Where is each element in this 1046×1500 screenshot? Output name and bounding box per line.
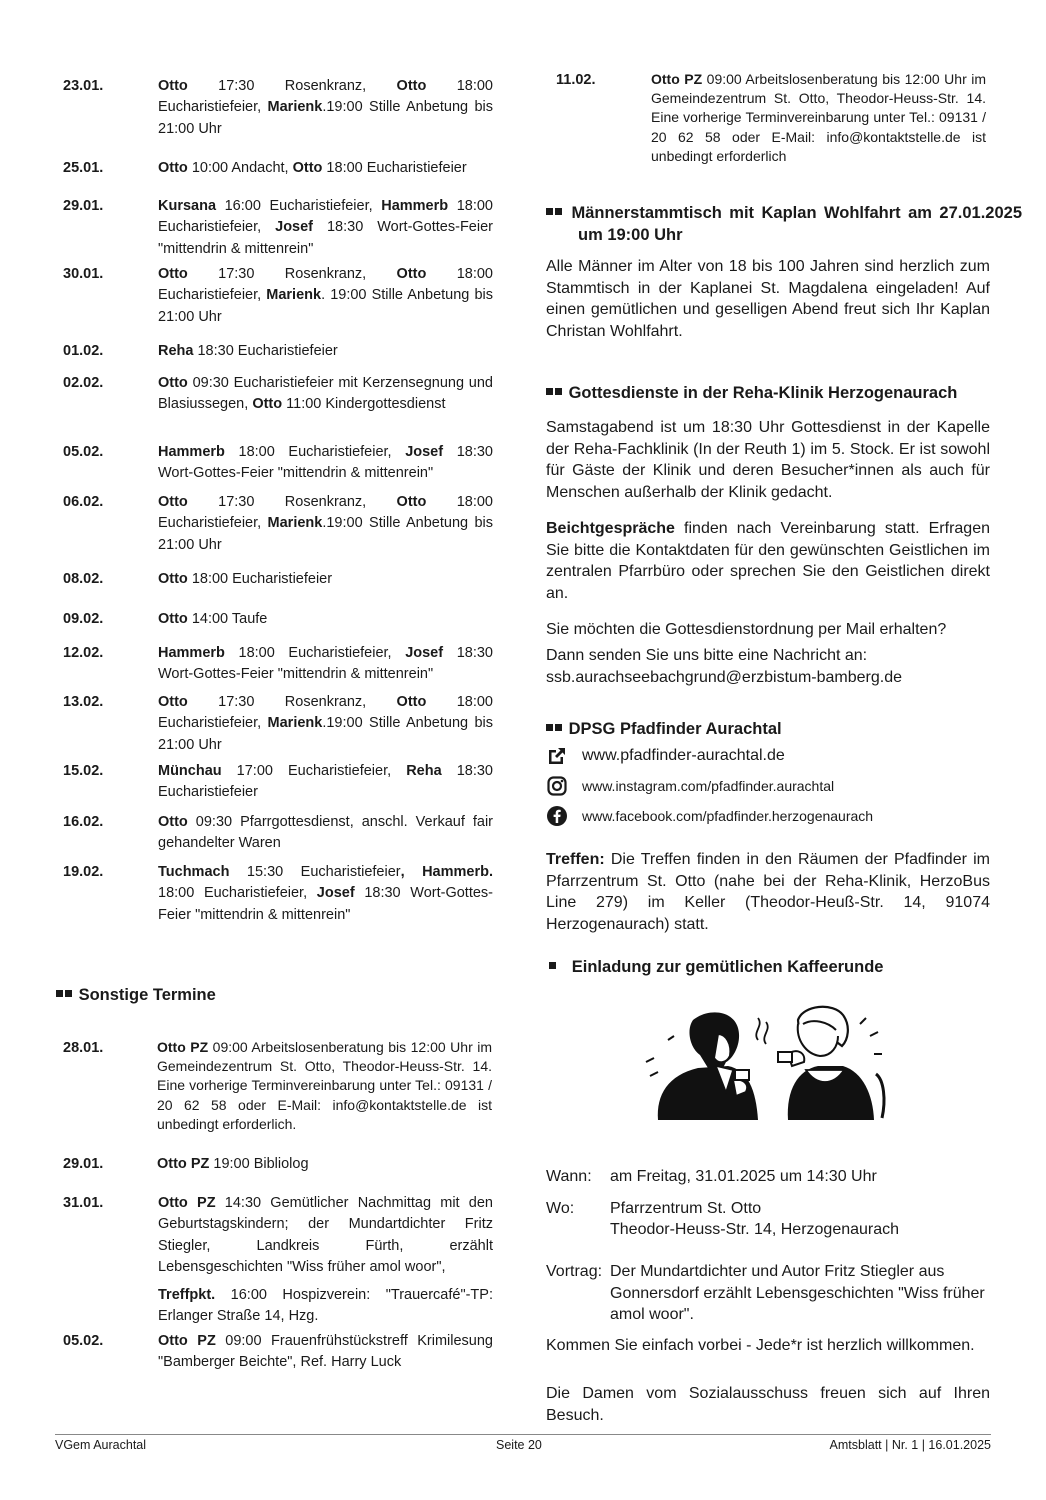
instagram-link[interactable]: www.instagram.com/pfadfinder.aurachtal <box>582 778 835 794</box>
maenner-heading: Männerstammtisch mit Kaplan Wohlfahrt am 27.01.2025 um 19:00 Uhr <box>546 202 1022 246</box>
entry-date: 30.01. <box>63 266 104 282</box>
entry-location: Otto PZ <box>157 1156 210 1172</box>
dpsg-heading: DPSG Pfadfinder Aurachtal <box>546 718 782 740</box>
entry-detail: 18:30 Wort-Gottes-Feier "mittendrin & mittenrein" <box>158 645 493 683</box>
entry-detail: 09:00 Arbeitslosenberatung bis 12:00 Uhr im Gemeindezentrum St. Otto, Theodor-Heuss-Str. 14. Eine vorherige Terminvereinbarung unter Tel.: 09131 / 20 62 58 oder E-Mail: info@kontaktstelle.de ist unbedingt erforderlich <box>651 71 987 164</box>
entry-location: Otto <box>252 396 283 413</box>
entry-location: Otto <box>396 78 427 94</box>
entry-detail: 18:00 Eucharistiefeier, <box>158 266 493 304</box>
entry-detail: 18:00 Eucharistiefeier, <box>158 494 493 532</box>
kommen-text: Kommen Sie einfach vorbei - Jede*r ist herzlich willkommen. <box>546 1337 975 1354</box>
entry-location: Marienk <box>267 515 323 532</box>
entry-location: Marienk <box>267 99 323 116</box>
entry-text <box>158 492 493 556</box>
beicht-text <box>546 518 990 604</box>
entry-date: 06.02. <box>63 494 104 510</box>
entry-location: Otto PZ <box>651 71 703 87</box>
entry-detail: .19:00 Stille Anbetung bis 21:00 Uhr <box>158 515 493 553</box>
wo-line2: Theodor-Heuss-Str. 14, Herzogenaurach <box>610 1221 900 1238</box>
entry-date: 29.01. <box>63 1156 104 1172</box>
entry-location: Josef <box>316 885 355 902</box>
entry-location: Otto <box>396 694 427 710</box>
wo-label: Wo: <box>546 1200 575 1217</box>
entry-date: 28.01. <box>63 1040 104 1056</box>
mail-line2: Dann senden Sie uns bitte eine Nachricht an: <box>546 647 868 664</box>
bullet-square-icon <box>555 388 562 395</box>
facebook-icon <box>546 805 568 827</box>
entry-text <box>158 862 493 926</box>
entry-detail: . 19:00 Stille Anbetung bis 21:00 Uhr <box>158 287 493 325</box>
entry-location: Josef <box>275 219 314 236</box>
bullet-square-icon <box>549 962 556 969</box>
facebook-link-row[interactable] <box>546 805 873 827</box>
beicht-bold: Beichtgespräche <box>546 520 675 537</box>
entry-location: Otto <box>158 266 188 282</box>
entry-detail: 15:30 Eucharistiefeier <box>229 864 401 880</box>
entry-detail: 17:30 Rosenkranz, <box>187 694 397 710</box>
coffee-couple-illustration <box>638 1000 898 1125</box>
entry-text <box>158 373 493 416</box>
entry-detail: 18:30 Wort-Gottes-Feier "mittendrin & mittenrein" <box>158 219 493 257</box>
external-link-icon <box>546 745 568 767</box>
beicht-rest: finden nach Vereinbarung statt. Erfragen Sie bitte die Kontaktdaten für den gewünschten Geistlichen im zentralen Pfarrbüro oder sprechen Sie den Geistlichen direkt an. <box>546 520 990 602</box>
entry-detail: 18:30 Eucharistiefeier <box>193 343 338 359</box>
entry-text <box>158 442 493 485</box>
treffen-text <box>546 849 990 935</box>
entry-date: 15.02. <box>63 763 104 779</box>
entry-detail: 18:00 Eucharistiefeier, <box>224 444 406 460</box>
footer-left: VGem Aurachtal <box>55 1438 147 1452</box>
entry-location: Otto <box>292 160 323 176</box>
vortrag-value: Der Mundartdichter und Autor Fritz Stiegler aus Gonnersdorf erzählt Lebensgeschichten "Wiss früher amol woor". <box>610 1263 985 1323</box>
wann-label: Wann: <box>546 1168 592 1185</box>
entry-date: 13.02. <box>63 694 104 710</box>
bullet-square-icon <box>546 724 553 731</box>
damen-text: Die Damen vom Sozialausschuss freuen sich auf Ihren Besuch. <box>546 1385 990 1424</box>
entry-date: 29.01. <box>63 198 104 214</box>
entry-date: 19.02. <box>63 864 104 880</box>
entry-location: Tuchmach <box>158 864 230 880</box>
entry-detail: 14:00 Taufe <box>187 611 268 627</box>
entry-location: Otto <box>396 266 427 282</box>
entry-detail: 17:30 Rosenkranz, <box>187 266 397 282</box>
treffen-rest: Die Treffen finden in den Räumen der Pfadfinder im Pfarrzentrum St. Otto (nahe bei der Reha-Klinik, HerzoBus Line 279) im Keller (Theodor-Heuß-Str. 14, 91074 Herzogenaurach) statt. <box>546 851 990 933</box>
entry-location: Otto <box>158 78 188 94</box>
entry-detail: .19:00 Stille Anbetung bis 21:00 Uhr <box>158 99 493 137</box>
entry-date: 02.02. <box>63 375 104 391</box>
reha-text: Samstagabend ist um 18:30 Uhr Gottesdienst in der Kapelle der Reha-Fachklinik (In der Reuth 1) im 5. Stock. Er ist sowohl für Gäste der Klinik und deren Besucher*innen als auch für Menschen außerhalb der Klinik gedacht. <box>546 419 990 501</box>
wann-value: am Freitag, 31.01.2025 um 14:30 Uhr <box>610 1168 877 1185</box>
entry-location: Otto <box>158 694 188 710</box>
entry-text <box>157 1038 492 1134</box>
entry-location: Kursana <box>158 198 217 214</box>
entry-text <box>651 70 986 166</box>
entry-location: Reha <box>406 763 442 779</box>
wo-line1: Pfarrzentrum St. Otto <box>610 1200 762 1217</box>
bullet-square-icon <box>555 724 562 731</box>
entry-detail: 18:00 Eucharistiefeier, <box>158 198 493 236</box>
entry-location: Treffpkt. <box>158 1287 216 1303</box>
entry-text <box>158 1193 493 1278</box>
entry-detail: 09:00 Frauenfrühstückstreff Krimilesung "Bamberger Beichte", Ref. Harry Luck <box>158 1333 493 1371</box>
entry-text <box>158 158 493 179</box>
footer-right: Amtsblatt | Nr. 1 | 16.01.2025 <box>829 1438 991 1452</box>
entry-detail: 09:00 Arbeitslosenberatung bis 12:00 Uhr im Gemeindezentrum St. Otto, Theodor-Heuss-Str. 14. Eine vorherige Terminvereinbarung unter Tel.: 09131 / 20 62 58 oder E-Mail: info@kontaktstelle.de ist unbedingt erforderlich. <box>157 1039 493 1132</box>
entry-date: 16.02. <box>63 814 104 830</box>
entry-location: Otto PZ <box>157 1039 209 1055</box>
entry-detail: 16:00 Eucharistiefeier, <box>216 198 382 214</box>
mail-address[interactable]: ssb.aurachseebachgrund@erzbistum-bamberg.de <box>546 669 902 686</box>
entry-detail: 14:30 Gemütlicher Nachmittag mit den Geburtstagskindern; der Mundartdichter Fritz Stiegler, Landkreis Fürth, erzählt Lebensgeschichten "Wiss früher amol woor", <box>158 1195 494 1275</box>
entry-date: 05.02. <box>63 1333 104 1349</box>
entry-detail: 18:00 Eucharistiefeier, <box>158 78 493 116</box>
entry-location: Otto PZ <box>158 1333 216 1349</box>
entry-location: Hammerb <box>381 198 449 214</box>
bullet-square-icon <box>65 990 72 997</box>
bullet-square-icon <box>555 208 562 215</box>
entry-location: Otto <box>158 375 188 391</box>
entry-date: 25.01. <box>63 160 104 176</box>
entry-detail: 17:30 Rosenkranz, <box>187 78 397 94</box>
treffen-bold: Treffen: <box>546 851 605 868</box>
bullet-square-icon <box>546 388 553 395</box>
entry-location: Otto <box>158 160 188 176</box>
entry-detail: 18:30 Wort-Gottes-Feier "mittendrin & mittenrein" <box>158 444 493 482</box>
entry-location: Josef <box>405 444 444 460</box>
maenner-text: Alle Männer im Alter von 18 bis 100 Jahren sind herzlich zum Stammtisch in der Kaplanei St. Magdalena eingeladen! Auf einen gemütlichen und geselligen Abend freut sich Ihr Kaplan Christan Wohlfahrt. <box>546 258 990 340</box>
entry-detail: 17:30 Rosenkranz, <box>187 494 397 510</box>
entry-location: Reha <box>158 343 194 359</box>
entry-location: , Hammerb. <box>400 864 493 880</box>
entry-text <box>158 1331 493 1374</box>
entry-detail: 09:30 Eucharistiefeier mit Kerzensegnung und Blasiussegen, <box>158 375 493 413</box>
vortrag-label: Vortrag: <box>546 1263 603 1280</box>
facebook-link[interactable]: www.facebook.com/pfadfinder.herzogenaurach <box>582 808 874 824</box>
entry-detail: 18:00 Eucharistiefeier, <box>158 885 317 902</box>
entry-text <box>158 643 493 686</box>
mail-line1: Sie möchten die Gottesdienstordnung per Mail erhalten? <box>546 621 947 638</box>
entry-text <box>158 341 493 362</box>
entry-detail: 10:00 Andacht, <box>187 160 293 176</box>
reha-heading: Gottesdienste in der Reha-Klinik Herzogenaurach <box>546 382 957 404</box>
entry-location: Otto <box>158 814 188 830</box>
entry-detail: 18:00 Eucharistiefeier, <box>158 694 493 732</box>
entry-date: 09.02. <box>63 611 104 627</box>
instagram-link-row[interactable] <box>546 775 834 797</box>
entry-date: 11.02. <box>556 72 596 88</box>
kaffee-heading: Einladung zur gemütlichen Kaffeerunde <box>549 956 883 978</box>
entry-location: Otto <box>158 494 188 510</box>
entry-date: 01.02. <box>63 343 104 359</box>
entry-text <box>158 1285 493 1328</box>
entry-location: Hammerb <box>158 645 225 661</box>
sonstige-heading: Sonstige Termine <box>56 984 216 1006</box>
entry-text <box>158 264 493 328</box>
entry-detail: 17:00 Eucharistiefeier, <box>221 763 407 779</box>
entry-date: 23.01. <box>63 78 104 94</box>
entry-location: Otto PZ <box>158 1195 216 1211</box>
entry-text <box>158 609 493 630</box>
website-link-row[interactable] <box>546 745 785 767</box>
entry-location: Otto <box>158 611 188 627</box>
entry-location: Marienk <box>266 287 322 304</box>
entry-detail: 16:00 Hospizverein: "Trauercafé"-TP: Erlanger Straße 14, Hzg. <box>158 1287 493 1325</box>
bullet-square-icon <box>546 208 553 215</box>
entry-text <box>158 761 493 804</box>
entry-location: Hammerb <box>158 444 225 460</box>
entry-text <box>158 812 493 855</box>
footer-page-number: Seite 20 <box>496 1438 542 1452</box>
instagram-icon <box>546 775 568 797</box>
entry-text <box>157 1154 492 1175</box>
entry-text <box>158 196 493 260</box>
entry-text <box>158 692 493 756</box>
entry-text <box>158 76 493 140</box>
entry-detail: 19:00 Bibliolog <box>209 1156 309 1172</box>
page-footer <box>55 1434 991 1452</box>
entry-location: Otto <box>396 494 427 510</box>
website-link[interactable]: www.pfadfinder-aurachtal.de <box>582 747 785 764</box>
entry-date: 12.02. <box>63 645 104 661</box>
entry-text <box>158 569 493 590</box>
entry-detail: 18:00 Eucharistiefeier <box>322 160 467 176</box>
entry-detail: 18:30 Wort-Gottes-Feier "mittendrin & mittenrein" <box>158 885 493 923</box>
bullet-square-icon <box>56 990 63 997</box>
entry-detail: 11:00 Kindergottesdienst <box>282 396 446 413</box>
entry-date: 05.02. <box>63 444 104 460</box>
entry-detail: 18:00 Eucharistiefeier, <box>224 645 406 661</box>
entry-detail: 18:30 Eucharistiefeier <box>158 763 493 801</box>
entry-detail: .19:00 Stille Anbetung bis 21:00 Uhr <box>158 715 493 753</box>
entry-date: 08.02. <box>63 571 104 587</box>
entry-location: Otto <box>158 571 188 587</box>
entry-location: Josef <box>405 645 444 661</box>
entry-date: 31.01. <box>63 1195 104 1211</box>
entry-location: Münchau <box>158 763 222 779</box>
entry-detail: 18:00 Eucharistiefeier <box>187 571 333 587</box>
entry-location: Marienk <box>267 715 323 732</box>
entry-detail: 09:30 Pfarrgottesdienst, anschl. Verkauf fair gehandelter Waren <box>158 814 493 852</box>
